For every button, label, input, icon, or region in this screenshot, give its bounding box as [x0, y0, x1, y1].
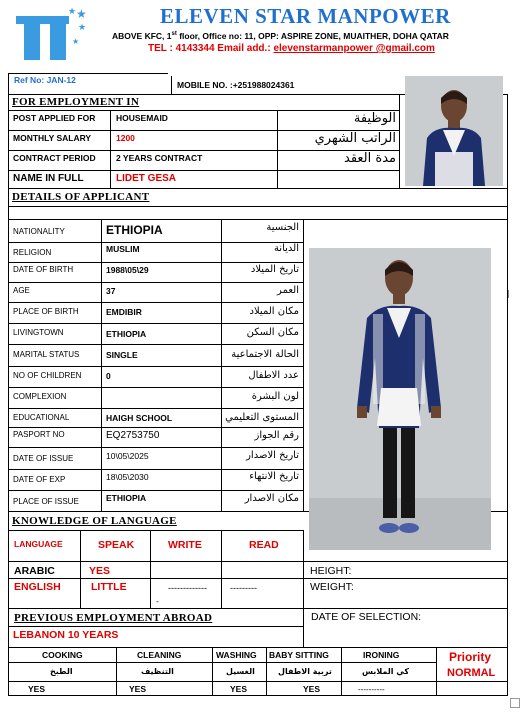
priority-value: NORMAL — [447, 667, 496, 679]
lang-header-read: READ — [249, 539, 279, 551]
company-contact: TEL : 4143344 Email add.: elevenstarmanpower @gmail.com — [148, 43, 435, 54]
company-name: ELEVEN STAR MANPOWER — [160, 4, 451, 28]
section-employment-title: FOR EMPLOYMENT IN — [12, 96, 140, 108]
lang-header-speak: SPEAK — [98, 539, 135, 551]
section-previous-title: PREVIOUS EMPLOYMENT ABROAD — [14, 612, 213, 624]
company-address: ABOVE KFC, 1st floor, Office no: 11, OPP: ASPIRE ZONE, MUAITHER, DOHA QATAR — [112, 30, 449, 41]
page-corner-mark — [508, 290, 511, 298]
priority-label: Priority — [449, 650, 492, 664]
section-language-title: KNOWLEDGE OF LANGUAGE — [12, 515, 177, 527]
mobile-number: MOBILE NO. :+251988024361 — [177, 80, 295, 90]
section-applicant-title: DETAILS OF APPLICANT — [12, 191, 150, 203]
lang-header-write: WRITE — [168, 539, 202, 551]
applicant-photo-full — [309, 248, 491, 550]
svg-text:★: ★ — [78, 23, 87, 33]
applicant-photo-small — [405, 76, 503, 186]
svg-text:★: ★ — [68, 7, 77, 17]
email-link[interactable]: elevenstarmanpower @gmail.com — [273, 43, 435, 54]
weight-field: WEIGHT: — [310, 581, 354, 593]
height-field: HEIGHT: — [310, 565, 352, 577]
previous-employment-value: LEBANON 10 YEARS — [13, 629, 119, 641]
ref-number: Ref No: JAN-12 — [14, 75, 76, 85]
svg-text:★: ★ — [76, 7, 87, 21]
lang-header-language: LANGUAGE — [14, 539, 63, 549]
page-corner-box — [510, 698, 520, 708]
date-of-selection: DATE OF SELECTION: — [311, 611, 422, 623]
svg-text:★: ★ — [72, 37, 80, 46]
company-logo — [12, 4, 88, 62]
